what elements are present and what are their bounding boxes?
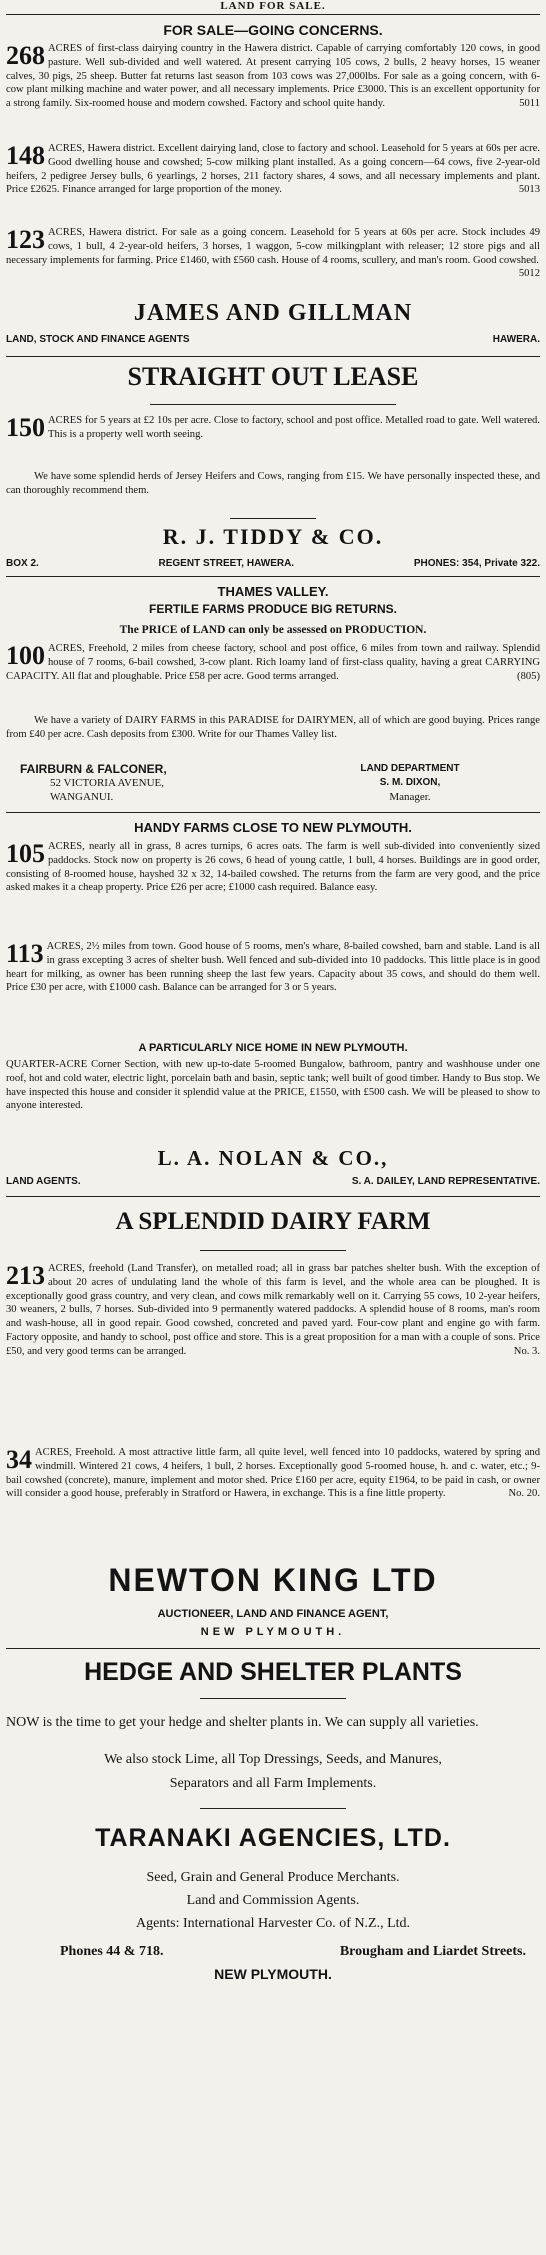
listing-ref: 5011 [519,98,540,110]
ad-thames-heading: THAMES VALLEY. [217,584,329,599]
listing-text: ACRES, Freehold. A most attractive little farm, all quite level, well fenced into 10 paddocks, watered by spring and windmill. Wintered 21 cows, 4 heifers, 1 bull, 2 horses. Exceptionally good 5-roomed house, h. and c. water, etc.; 9-bail cowshed (concrete), manure, implement and motor shed. Price £160 per acre, equity £1964, to be paid in cash, or owner will consider a good house, preferably in Stratford or Hawera, in exchange. This is a fine little property. [6,1447,540,1500]
listing-acres: 213 [6,1261,45,1290]
listing-123 [6,226,540,296]
listing-acres: 150 [6,413,45,442]
agent-tiddy: R. J. TIDDY & CO. [162,524,384,549]
divider [6,1196,540,1197]
thames-intro: The PRICE of LAND can only be assessed on PRODUCTION. [119,624,427,636]
agent-name: FAIRBURN & FALCONER, [20,762,167,776]
divider [6,576,540,577]
listing-acres: 113 [6,939,44,968]
agent-phones: Phones 44 & 718. [60,1944,164,1959]
listing-105 [6,840,540,938]
agent-town: NEW PLYMOUTH. [200,1626,346,1638]
listing-text: ACRES, nearly all in grass, 8 acres turnips, 6 acres oats. The farm is well sub-divided into conveniently sized paddocks. Stock now on property is 26 cows, 6 head of young cattle, 1 bull, 4 horses. Buildings are in good order, consisting of 8-roomed house, hayshed 32 x 32, 14-bailed cowshed. The returns from the farm are very good, and the price asked makes it a cheap property. Price £26 per acre; £1000 cash required. Balance easy. [6,841,540,894]
listing-acres: 34 [6,1445,32,1474]
listing-acres: 268 [6,41,45,70]
agent-role: Manager. [389,791,431,803]
listing-acres: 100 [6,641,45,670]
agent-dept: LAND DEPARTMENT [360,763,460,774]
agent-newton-king: NEWTON KING LTD [108,1562,438,1598]
listing-text: ACRES for 5 years at £2 10s per acre. Close to factory, school and post office. Metalled road to gate. Well watered. This is a property well worth seeing. [48,415,540,440]
agent-desc3: Agents: International Harvester Co. of N.Z., Ltd. [135,1916,411,1931]
listing-text: ACRES, Freehold, 2 miles from cheese factory, school and post office, 6 miles from town and railway. Splendid house of 7 rooms, 6-bail cowshed, 3-cow plant. Rich loamy land of first-class quality, having a great CARRYING CAPACITY. All flat and ploughable. Price £58 per acre. Good terms arranged. [6,643,540,682]
hedge-line1: NOW is the time to get your hedge and shelter plants in. We can supply all varieties. [6,1715,479,1730]
agent-taranaki: TARANAKI AGENCIES, LTD. [95,1824,451,1852]
agent-town: HAWERA. [492,334,540,345]
section-title: LAND FOR SALE. [220,0,326,12]
agent-right: S. A. DAILEY, LAND REPRESENTATIVE. [351,1176,540,1187]
ad-thames-subheading: FERTILE FARMS PRODUCE BIG RETURNS. [148,602,397,616]
listing-ref: No. 3. [513,1345,540,1357]
agent-line [6,334,540,345]
listing-100 [6,642,540,712]
divider [6,356,540,357]
agent-contact [60,1944,526,1960]
agent-desc1: Seed, Grain and General Produce Merchants. [146,1870,400,1885]
agent-town: NEW PLYMOUTH. [214,1966,332,1982]
agent-name: S. M. DIXON, [379,777,441,788]
hedge-line2: We also stock Lime, all Top Dressings, Seeds, and Manures, [104,1752,442,1767]
agent-phones: PHONES: 354, Private 322. [413,558,540,569]
nice-home-text: QUARTER-ACRE Corner Section, with new up-to-date 5-roomed Bungalow, bathroom, pantry and washhouse under one roof, hot and cold water, electric light, porcelain bath and basin, septic tank; well built of good timber. Handy to Bus stop. We have inspected this house and consider it splendid value at the PRICE, £1550, with £500 cash. We will be pleased to show to anyone interested. [6,1059,540,1112]
thames-note: We have a variety of DAIRY FARMS in this PARADISE for DAIRYMEN, all of which are good buying. Prices range from £40 per acre. Cash deposits from £300. Write for our Thames Valley list. [6,715,540,740]
agent-fairburn [20,762,167,804]
agent-address: 52 VICTORIA AVENUE, [50,777,164,789]
ad-hedge-heading: HEDGE AND SHELTER PLANTS [84,1658,462,1686]
divider [200,1808,346,1809]
listing-34 [6,1446,540,1558]
agent-box: BOX 2. [6,558,39,569]
listing-150 [6,414,540,468]
agent-left: LAND AGENTS. [6,1176,81,1187]
agent-line [6,1176,540,1187]
listing-148 [6,142,540,225]
agent-address: REGENT STREET, HAWERA. [158,558,295,569]
listing-text: ACRES of first-class dairying country in the Hawera district. Capable of carrying comfortably 120 cows, in good pasture. Well sub-divided and well watered. At present carrying 105 cows, 2 bulls, 2 heavy horses, 15 weaner calves, 30 pigs, 25 sheep. Butter fat returns last season from 103 cows was 27,000lbs. For sale as a going concern, with 6-cow plant milking machine and water power, and all necessary implements. Price £3000. This is an excellent opportunity for a strong family. Six-roomed house and modern cowshed. Factory and school quite handy. [6,43,540,110]
listing-text: ACRES, Hawera district. For sale as a going concern. Leasehold for 5 years at 60s per acre. Stock includes 49 cows, 1 bull, 4 2-year-old heifers, 3 horses, 1 waggon, 5-cow milkingplant with releaser; 12 store pigs and all necessary implements for farming. Price £1460, with £560 cash. House of 4 rooms, scullery, and man's room. Good cowshed. [6,227,540,266]
listing-ref: 5013 [518,184,540,196]
agent-line [6,558,540,569]
nice-home-heading: A PARTICULARLY NICE HOME IN NEW PLYMOUTH. [138,1042,408,1054]
divider [6,1648,540,1649]
agent-desc: AUCTIONEER, LAND AND FINANCE AGENT, [157,1608,389,1620]
listing-text: ACRES, Hawera district. Excellent dairying land, close to factory and school. Leasehold for 5 years at 60s per acre. Good dwelling house and cowshed; 5-cow milking plant installed. As a going concern—64 cows, five 2-year-old heifers, 2 pedigree Jersey bulls, 6 yearlings, 2 horses, 211 factory shares, 4 sows, and all necessary implements and plant. Price £2625. Finance arranged for large proportion of the money. [6,143,540,196]
agent-desc2: Land and Commission Agents. [186,1893,360,1908]
divider [150,404,396,405]
listing-acres: 105 [6,839,45,868]
divider [6,14,540,15]
hedge-line3: Separators and all Farm Implements. [169,1776,377,1791]
listing-text: ACRES, freehold (Land Transfer), on metalled road; all in grass bar patches shelter bush. With the exception of about 20 acres of undulating land the whole of this farm is level, and the whole area can be ploughed. It is exceptionally good grass country, and very clean, and cows milk remarkably well on it. Carrying 55 cows, 10 2-year heifers, 30 weaners, 2 bulls, 7 horses. Sub-divided into 9 permanently watered paddocks. A splendid house of 8 rooms, man's room and wash-house, all in good repair. Good cowshed, concreted and paved yard. Four-cow plant and engine go with farm. Factory opposite, and handy to school, post office and store. This is a great proposition for a man with a couple of sons. Price £50, and very good terms can be arranged. [6,1263,540,1357]
agent-nolan: L. A. NOLAN & CO., [157,1146,389,1170]
listing-213 [6,1262,540,1442]
ad-going-concerns-heading: FOR SALE—GOING CONCERNS. [163,22,383,38]
divider [6,812,540,813]
listing-acres: 123 [6,225,45,254]
listing-acres: 148 [6,141,45,170]
listing-268 [6,42,540,140]
divider [200,1698,346,1699]
lease-note: We have some splendid herds of Jersey Heifers and Cows, ranging from £15. We have personally inspected these, and can thoroughly recommend them. [6,471,540,496]
listing-ref: 5012 [518,268,540,280]
agent-streets: Brougham and Liardet Streets. [339,1944,526,1959]
listing-113 [6,940,540,1038]
listing-ref: No. 20. [508,1488,540,1500]
agent-town: WANGANUI. [50,791,114,803]
ad-straight-lease-heading: STRAIGHT OUT LEASE [127,362,419,391]
divider [230,518,316,519]
agent-james-gillman: JAMES AND GILLMAN [133,300,413,326]
listing-ref: (805) [517,670,540,682]
divider [200,1250,346,1251]
ad-dairy-farm-heading: A SPLENDID DAIRY FARM [115,1208,431,1235]
ad-handy-farms-heading: HANDY FARMS CLOSE TO NEW PLYMOUTH. [134,820,412,835]
agent-dixon [310,762,510,804]
agent-desc: LAND, STOCK AND FINANCE AGENTS [6,334,190,345]
listing-text: ACRES, 2½ miles from town. Good house of 5 rooms, men's whare, 8-bailed cowshed, barn and stable. Land is all in grass excepting 3 acres of shelter bush. Well fenced and sub-divided into 10 paddocks. This little place is in good heart for milking, as owner has been running sheep the last few years. Capacity about 35 cows, and should do them well. Price £30 per acre, with £1000 cash. Balance can be arranged for 3 or 5 years. [6,941,540,994]
